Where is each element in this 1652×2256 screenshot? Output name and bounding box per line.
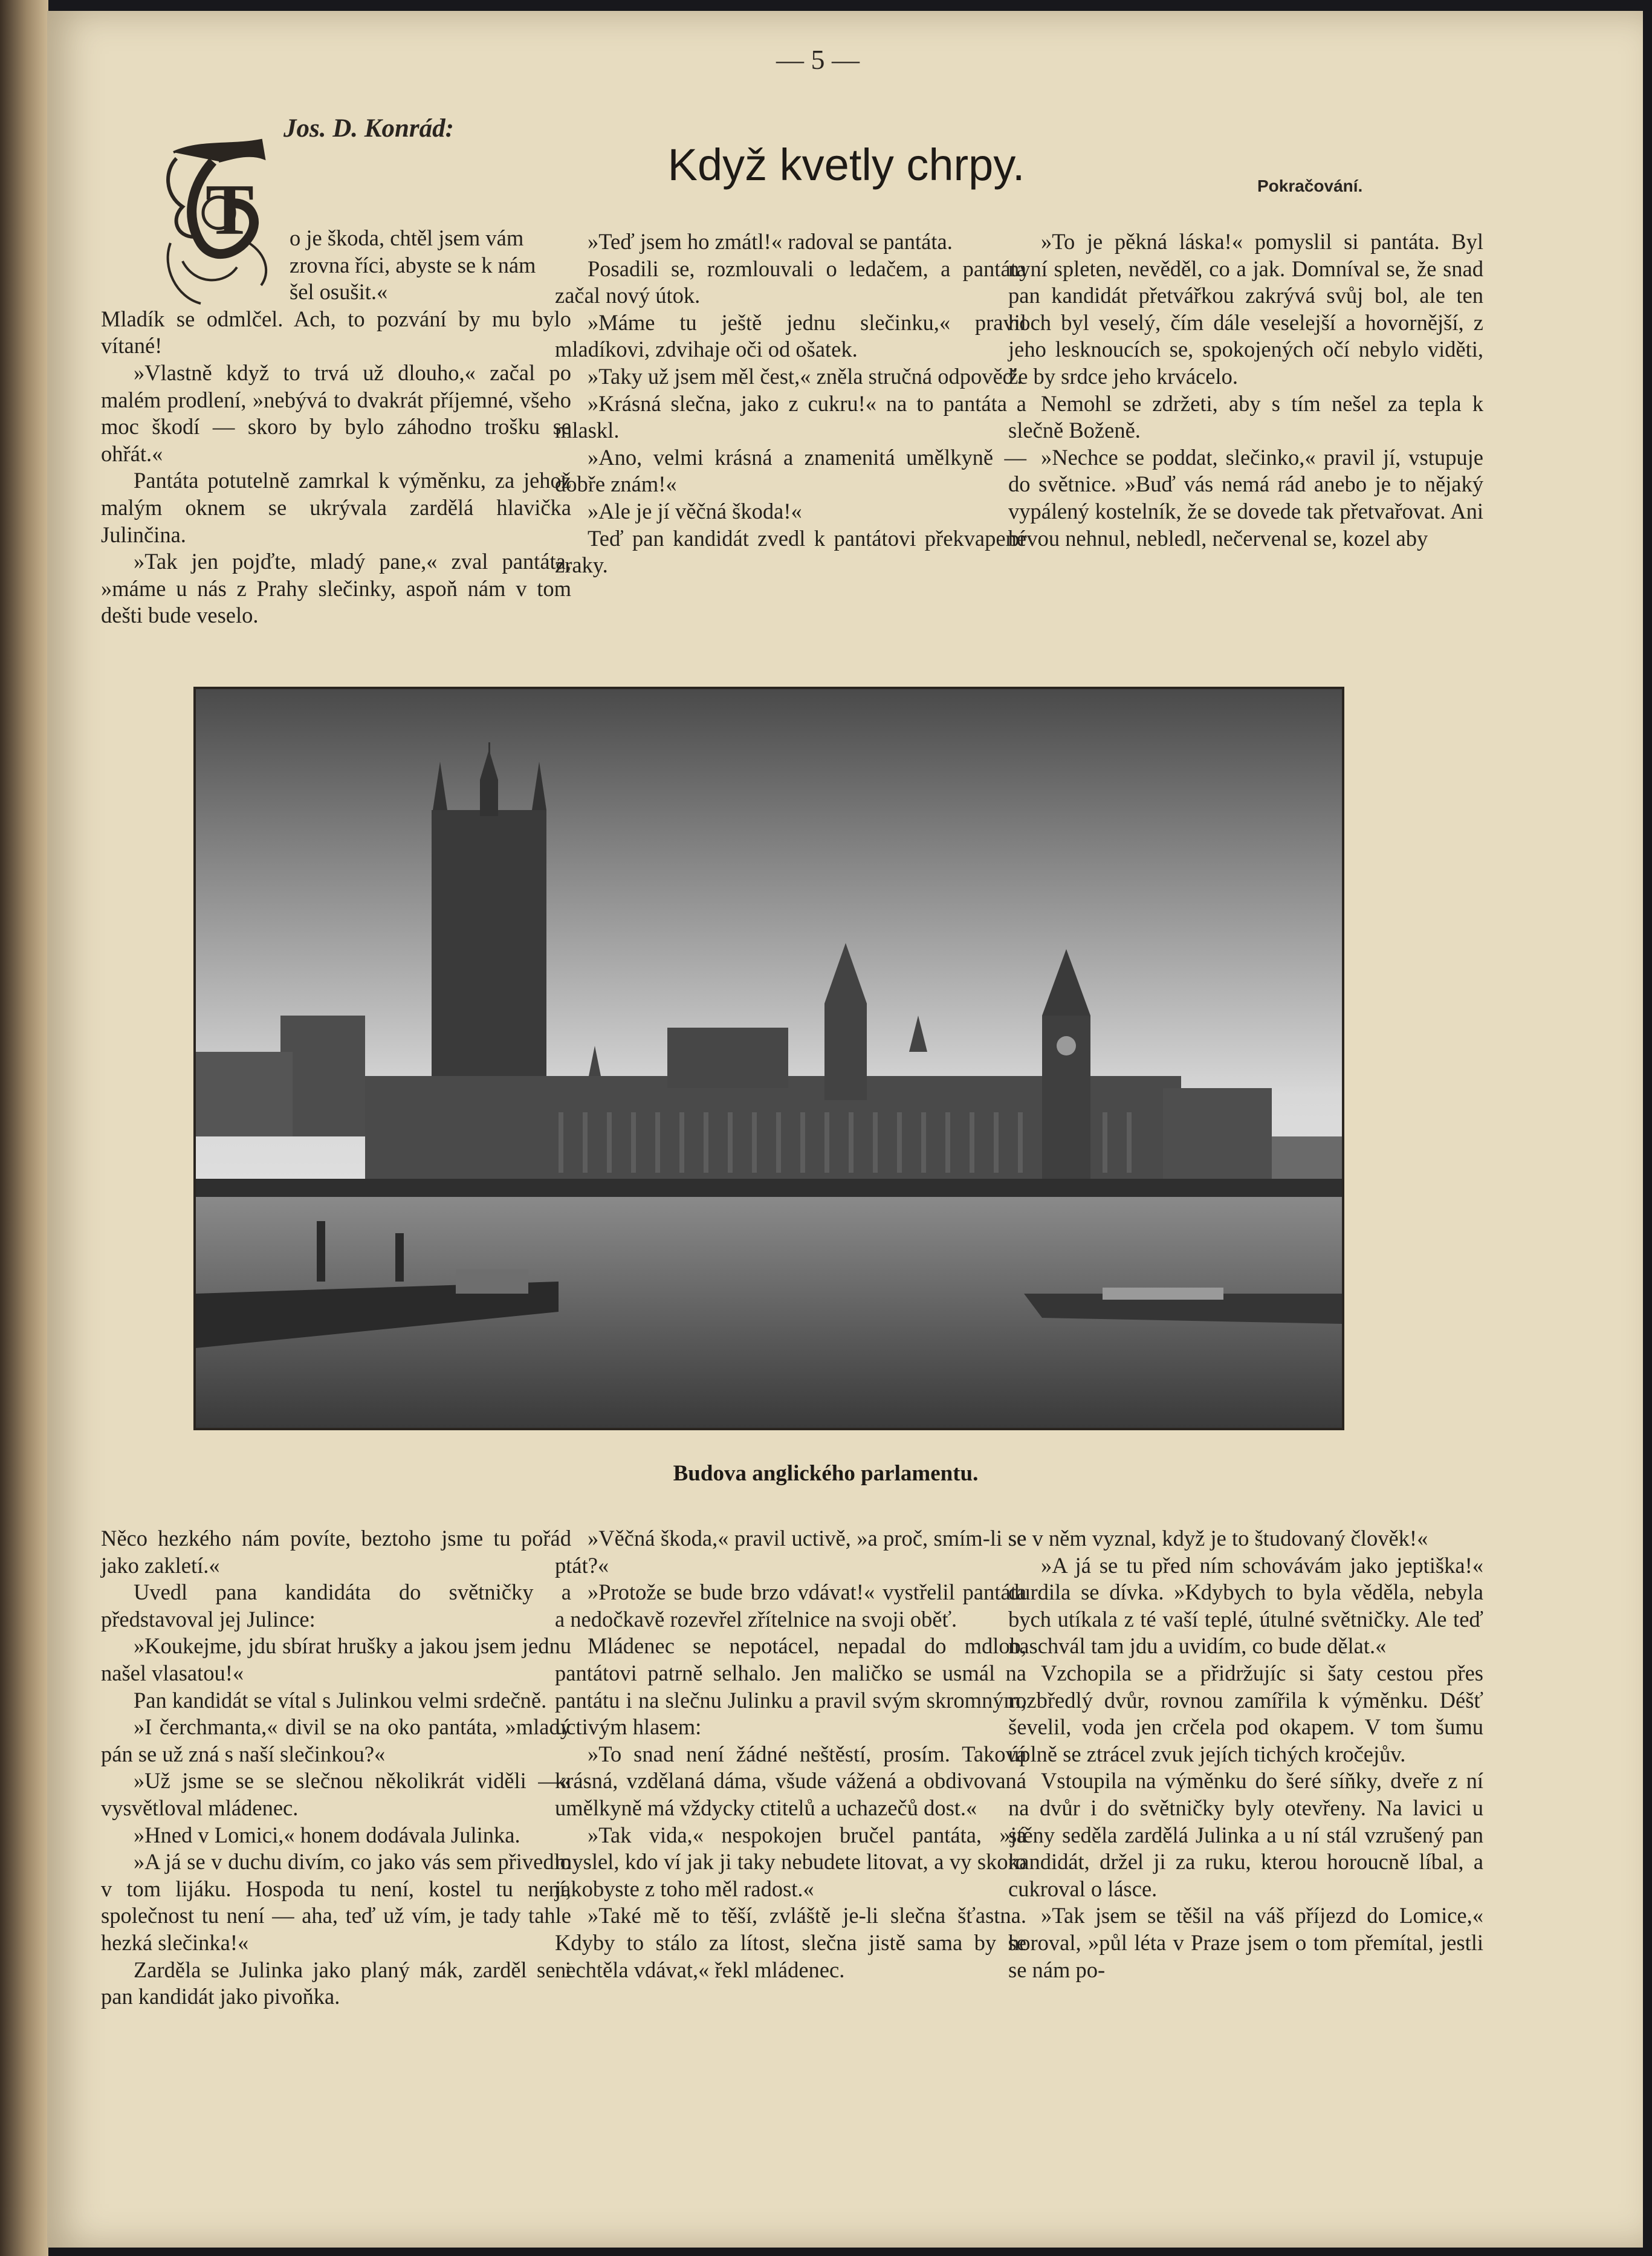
paragraph: »Hned v Lomici,« honem dodávala Julinka. (134, 1822, 520, 1847)
paragraph: »Ano, velmi krásná a znamenitá umělkyně — dobře znám!« (555, 444, 1026, 497)
paragraph: »Ale je jí věčná škoda!« (588, 498, 802, 523)
paragraph: »A já se tu před ním schovávám jako jeptiška!« durdila se dívka. »Kdybych to byla věděla, nebyla bych utíkala z té vaší teplé, útulné světničky. Ale teď naschvál tam jdu a uvidím, co bude dělat.« (1008, 1552, 1483, 1659)
paragraph: »I čerchmanta,« divil se na oko pantáta, »mladý pán se už zná s naší slečinkou?« (101, 1714, 571, 1766)
column-bottom-2 (555, 1525, 1026, 1983)
paragraph: Pantáta potutelně zamrkal k výměnku, za jehož malým oknem se ukrývala zardělá hlavička Julinčina. (101, 468, 571, 547)
paragraph: »Tak jsem se těšil na váš příjezd do Lomice,« horoval, »půl léta v Praze jsem o tom přemítal, jestli se nám po- (1008, 1903, 1483, 1982)
paragraph: »To snad není žádné neštěstí, prosím. Taková krásná, vzdělaná dáma, všude vážená a obdivovaná umělkyně má vždycky ctitelů a uchazečů dost.« (555, 1741, 1026, 1820)
paragraph: »Věčná škoda,« pravil uctivě, »a proč, smím-li se ptát?« (555, 1526, 1026, 1578)
parliament-building-illustration (196, 689, 1342, 1428)
paragraph: »Tak vida,« nespokojen bručel pantáta, »já myslel, kdo ví jak ji taky nebudete litovat, a vy skoro jakobyste z toho měl radost.« (555, 1822, 1026, 1901)
photo-caption: Budova anglického parlamentu. (673, 1461, 979, 1486)
paragraph: Vzchopila se a přidržujíc si šaty cestou přes rozbředlý dvůr, rovnou zamířila k výměnku. Déšť ševelil, voda jen crčela pod okapem. V tom šumu úplně se ztrácel zvuk jejích tichých kročejův. (1008, 1660, 1483, 1766)
paragraph: šel osušit.« (290, 279, 388, 305)
paragraph: »Nechce se poddat, slečinko,« pravil jí, vstupuje do světnice. »Buď vás nemá rád anebo je to nějaký vypálený kostelník, že se dovede tak přetvařovat. Ani brvou nehnul, nebledl, nečervenal se, kozel aby (1008, 444, 1483, 551)
paragraph: Mladík se odmlčel. Ach, to pozvání by mu bylo vítané! (101, 306, 571, 358)
page-number: — 5 — (776, 44, 860, 75)
column-top-2 (555, 229, 1026, 579)
paragraph: »To je pěkná láska!« pomyslil si pantáta. Byl nyní spleten, nevěděl, co a jak. Domníval se, že snad pan kandidát přetvářkou zakrývá svůj bol, ale ten hoch byl veselý, čím dále veselejší a hovornější, z jeho lesknoucích se, spokojených očí nebylo viděti, že by srdce jeho krvácelo. (1008, 229, 1483, 389)
paragraph: Uvedl pana kandidáta do světničky a představoval jej Julince: (101, 1580, 571, 1632)
parliament-photo (193, 687, 1344, 1430)
paragraph: Zarděla se Julinka jako planý mák, zarděl se i pan kandidát jako pivoňka. (101, 1957, 571, 2009)
paragraph: Něco hezkého nám povíte, beztoho jsme tu pořád jako zakletí.« (101, 1526, 571, 1578)
paragraph: »Krásná slečna, jako z cukru!« na to pantáta a mlaskl. (555, 391, 1026, 443)
continued-note: Pokračování. (1257, 177, 1363, 195)
paragraph: Pan kandidát se vítal s Julinkou velmi srdečně. (134, 1687, 547, 1713)
paragraph: Mládenec se nepotácel, nepadal do mdlob, pantátovi patrně selhalo. Jen maličko se usmál na pantátu i na slečnu Julinku a pravil svým skromným, uctivým hlasem: (555, 1633, 1026, 1740)
paragraph: zrovna říci, abyste se k nám (290, 252, 536, 277)
paragraph: Nemohl se zdržeti, aby s tím nešel za tepla k slečně Boženě. (1008, 391, 1483, 443)
paragraph: »Máme tu ještě jednu slečinku,« pravil mladíkovi, zdvihaje oči od ošatek. (555, 310, 1026, 362)
author-name: Jos. D. Konrád: (283, 114, 454, 143)
paragraph: o je škoda, chtěl jsem vám (290, 225, 524, 250)
column-bottom-3 (1008, 1525, 1483, 1983)
paragraph: »Vlastně když to trvá už dlouho,« začal po malém prodlení, »nebývá to dvakrát příjemné, všeho moc škodí — skoro by bylo záhodno trošku se ohřát.« (101, 360, 571, 466)
paragraph: se v něm vyznal, když je to študovaný člověk!« (1008, 1526, 1428, 1551)
paragraph: Vstoupila na výměnku do šeré síňky, dveře z ní na dvůr i do světničky byly otevřeny. Na lavici u stěny seděla zardělá Julinka a u ní stál vzrušený pan kandidát, držel ji za ruku, kterou horoucně líbal, a cukroval o lásce. (1008, 1768, 1483, 1901)
paragraph: Teď pan kandidát zvedl k pantátovi překvapené zraky. (555, 525, 1026, 578)
paragraph: Posadili se, rozmlouvali o ledačem, a pantáta začal nový útok. (555, 256, 1026, 308)
paragraph: »Taky už jsem měl čest,« zněla stručná odpověď. (588, 363, 1023, 389)
column-top-3 (1008, 229, 1483, 552)
paragraph: »Teď jsem ho zmátl!« radoval se pantáta. (588, 229, 953, 254)
column-top-1 (101, 225, 571, 629)
paragraph: »Protože se bude brzo vdávat!« vystřelil pantáta a nedočkavě rozevřel zřítelnice na svoji oběť. (555, 1580, 1026, 1632)
paragraph: »A já se v duchu divím, co jako vás sem přivedlo v tom lijáku. Hospoda tu není, kostel tu není, společnost tu není — aha, teď už vím, je tady tahle hezká slečinka!« (101, 1849, 571, 1955)
paragraph: »Tak jen pojďte, mladý pane,« zval pantáta, »máme u nás z Prahy slečinky, aspoň nám v tom dešti bude veselo. (101, 549, 571, 628)
column-bottom-1 (101, 1525, 571, 2011)
dropcap-letter: T (206, 169, 254, 250)
paragraph: »Také mě to těší, zvláště je-li slečna šťastna. Kdyby to stálo za lítost, slečna jistě sama by se nechtěla vdávat,« řekl mládenec. (555, 1903, 1026, 1982)
article-title: Když kvetly chrpy. (667, 140, 1025, 190)
paragraph: »Už jsme se se slečnou několikrát viděli —« vysvětloval mládenec. (101, 1768, 571, 1820)
paragraph: »Koukejme, jdu sbírat hrušky a jakou jsem jednu našel vlasatou!« (101, 1633, 571, 1685)
book-binding-edge (0, 0, 48, 2256)
